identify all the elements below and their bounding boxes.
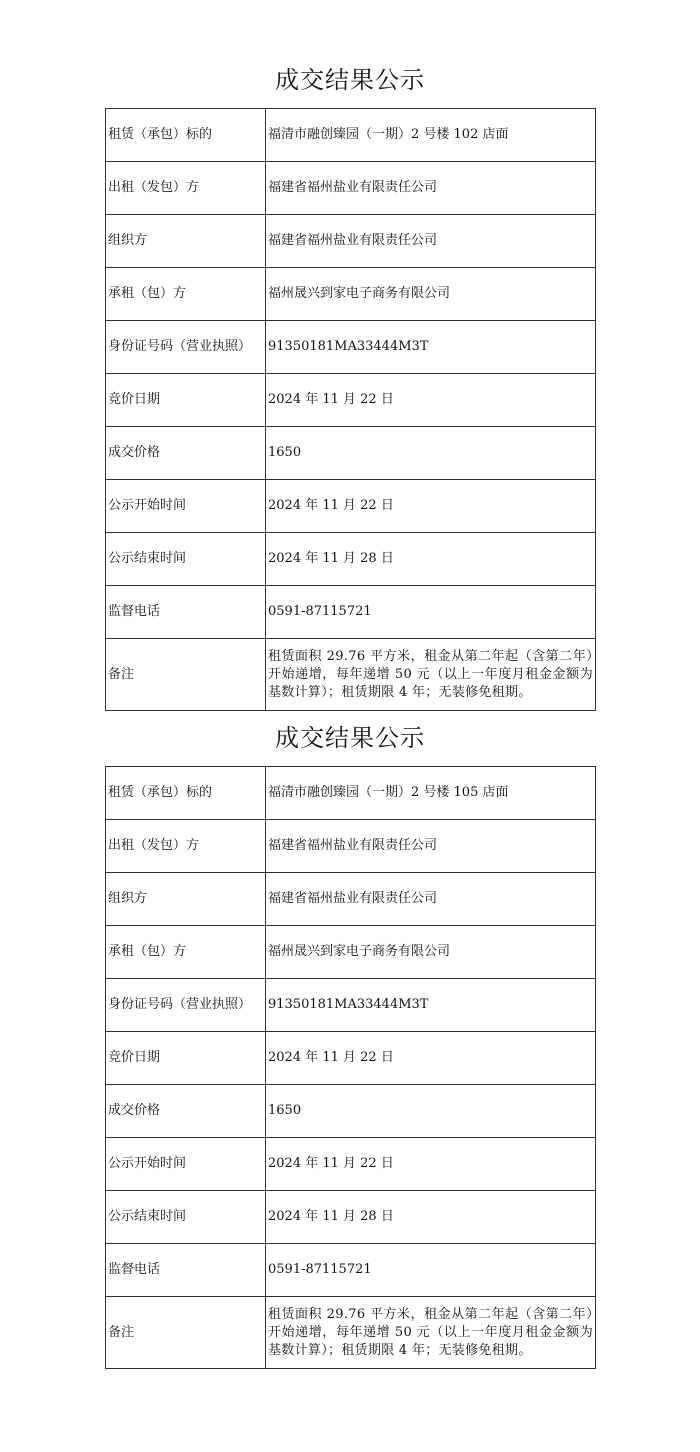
row-value-bid-date: 2024 年 11 月 22 日 [266,374,596,427]
row-value-id-number: 91350181MA33444M3T [266,979,596,1032]
table-row [106,1032,596,1085]
row-value-deal-price: 1650 [266,427,596,480]
row-value-publicity-end: 2024 年 11 月 28 日 [266,533,596,586]
row-label-bid-date: 竞价日期 [106,1032,266,1085]
notice-table [105,766,596,1369]
notice-title: 成交结果公示 [275,724,425,752]
row-label-deal-price: 成交价格 [106,427,266,480]
row-value-supervision-phone: 0591-87115721 [266,586,596,639]
table-row [106,820,596,873]
table-row [106,109,596,162]
notice-1 [0,60,700,711]
row-value-id-number: 91350181MA33444M3T [266,321,596,374]
row-value-organizer: 福建省福州盐业有限责任公司 [266,215,596,268]
remarks-text: 租赁面积 29.76 平方米，租金从第二年起（含第二年）开始递增，每年递增 50 元（以上一年度月租金金额为基数计算）；租赁期限 4 年；无装修免租期。 [268,648,593,700]
table-row [106,926,596,979]
row-value-publicity-end: 2024 年 11 月 28 日 [266,1191,596,1244]
row-value-lease-object: 福清市融创臻园（一期）2 号楼 102 店面 [266,109,596,162]
table-row [106,533,596,586]
row-value-organizer: 福建省福州盐业有限责任公司 [266,873,596,926]
row-value-lessee: 福州晟兴到家电子商务有限公司 [266,926,596,979]
row-value-supervision-phone: 0591-87115721 [266,1244,596,1297]
row-value-lessee: 福州晟兴到家电子商务有限公司 [266,268,596,321]
row-label-publicity-start: 公示开始时间 [106,1138,266,1191]
row-label-publicity-end: 公示结束时间 [106,533,266,586]
row-label-lessee: 承租（包）方 [106,926,266,979]
row-label-bid-date: 竞价日期 [106,374,266,427]
table-row [106,1244,596,1297]
table-row [106,1297,596,1369]
table-row [106,374,596,427]
table-row [106,215,596,268]
table-row [106,639,596,711]
row-label-organizer: 组织方 [106,215,266,268]
table-row [106,586,596,639]
row-label-organizer: 组织方 [106,873,266,926]
row-label-remarks: 备注 [106,1297,266,1369]
row-value-publicity-start: 2024 年 11 月 22 日 [266,1138,596,1191]
row-value-remarks [266,639,596,711]
row-label-supervision-phone: 监督电话 [106,586,266,639]
row-label-id-number: 身份证号码（营业执照） [106,321,266,374]
row-label-deal-price: 成交价格 [106,1085,266,1138]
row-value-lease-object: 福清市融创臻园（一期）2 号楼 105 店面 [266,767,596,820]
row-label-publicity-start: 公示开始时间 [106,480,266,533]
row-label-remarks: 备注 [106,639,266,711]
row-label-supervision-phone: 监督电话 [106,1244,266,1297]
notice-2 [0,718,700,1369]
notice-table [105,108,596,711]
table-row [106,1085,596,1138]
row-label-lease-object: 租赁（承包）标的 [106,109,266,162]
table-row [106,979,596,1032]
table-row [106,767,596,820]
row-label-lessor: 出租（发包）方 [106,820,266,873]
row-label-lessee: 承租（包）方 [106,268,266,321]
row-value-lessor: 福建省福州盐业有限责任公司 [266,820,596,873]
table-row [106,480,596,533]
row-label-lease-object: 租赁（承包）标的 [106,767,266,820]
notice-title: 成交结果公示 [275,66,425,94]
row-value-deal-price: 1650 [266,1085,596,1138]
row-value-remarks [266,1297,596,1369]
row-value-publicity-start: 2024 年 11 月 22 日 [266,480,596,533]
table-row [106,873,596,926]
row-label-lessor: 出租（发包）方 [106,162,266,215]
row-value-lessor: 福建省福州盐业有限责任公司 [266,162,596,215]
table-row [106,268,596,321]
row-label-id-number: 身份证号码（营业执照） [106,979,266,1032]
remarks-text: 租赁面积 29.76 平方米，租金从第二年起（含第二年）开始递增，每年递增 50 元（以上一年度月租金金额为基数计算）；租赁期限 4 年；无装修免租期。 [268,1306,593,1358]
table-row [106,427,596,480]
table-row [106,1138,596,1191]
table-row [106,162,596,215]
table-row [106,1191,596,1244]
row-label-publicity-end: 公示结束时间 [106,1191,266,1244]
table-row [106,321,596,374]
row-value-bid-date: 2024 年 11 月 22 日 [266,1032,596,1085]
